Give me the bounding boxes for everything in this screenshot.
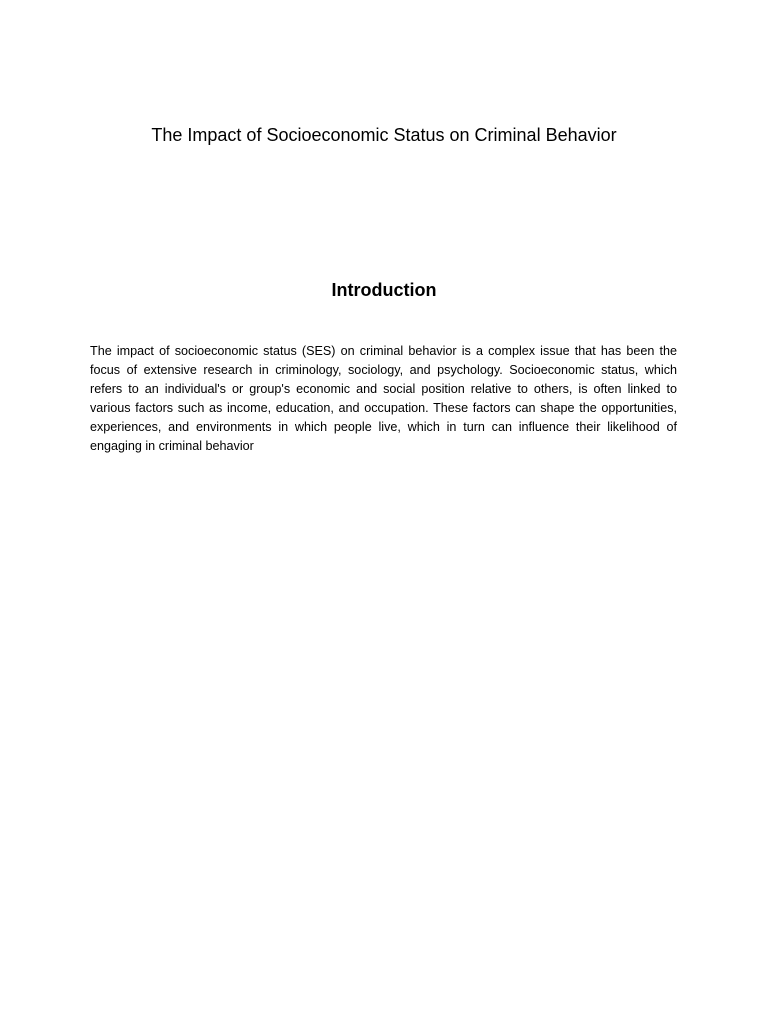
section-heading-introduction: Introduction <box>331 280 437 300</box>
document-title: The Impact of Socioeconomic Status on Criminal Behavior <box>151 125 617 145</box>
introduction-paragraph: The impact of socioeconomic status (SES) on criminal behavior is a complex issue that has been the focus of extensive research in criminology, sociology, and psychology. Socioeconomic status, which refers to an individual's or group's economic and social position relative to others, is often linked to various factors such as income, education, and occupation. These factors can shape the opportunities, experiences, and environments in which people live, which in turn can influence their likelihood of engaging in criminal behavior <box>90 344 677 453</box>
